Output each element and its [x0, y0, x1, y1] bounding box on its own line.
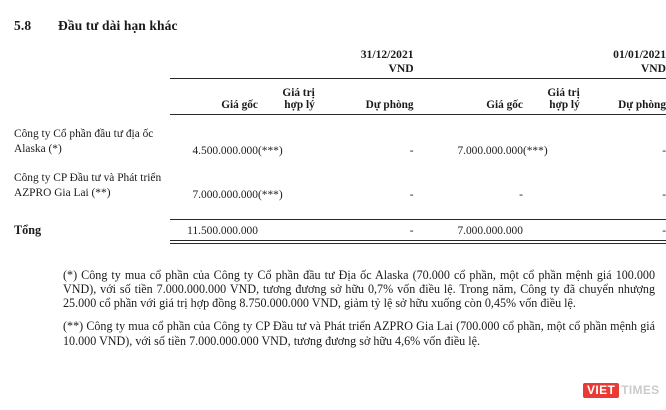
period-currency-row: [14, 62, 666, 78]
header-fairvalue-current-line1: Giá trị: [282, 87, 315, 99]
watermark-brand-mark: VIET: [583, 383, 619, 398]
column-header-row-bottom: [14, 99, 666, 114]
row-fairvalue-previous: [523, 159, 580, 203]
header-fairvalue-previous-line1: Giá trị: [547, 87, 580, 99]
currency-previous: VND: [640, 62, 666, 75]
spacer-cell: [14, 62, 170, 78]
footnote-2: (**) Công ty mua cổ phần của Công ty CP Đầu tư và Phát triển AZPRO Gia Lai (700.000 cổ phần, một cổ phần mệnh giá 10.000 VND), với số tiền 7.000.000.000 VND, tương đương sở hữu 4,6% vốn điều lệ.: [63, 319, 655, 348]
total-provision-current: -: [409, 225, 414, 238]
period-date-previous: 01/01/2021: [613, 48, 666, 61]
row-fairvalue-current: (***): [257, 144, 283, 157]
rule-segment: [170, 241, 666, 244]
row-fairvalue-previous: (***): [522, 144, 548, 157]
total-fairvalue-current: [258, 220, 315, 241]
row-cost-previous: 7.000.000.000: [457, 144, 523, 157]
period-date-row: [14, 48, 666, 62]
spacer-cell: [414, 48, 435, 62]
spacer-cell: [414, 79, 435, 100]
row-cost-current: 4.500.000.000: [192, 144, 258, 157]
watermark-brand-text: TIMES: [621, 383, 660, 397]
spacer-cell: [14, 79, 170, 100]
header-fairvalue-current-line2: hợp lý: [284, 99, 315, 111]
total-fairvalue-previous: [523, 220, 580, 241]
row-cost-current: 7.000.000.000: [192, 188, 258, 201]
total-spacer: [14, 203, 666, 220]
total-cost-current: 11.500.000.000: [187, 225, 258, 238]
total-cost-previous: 7.000.000.000: [457, 225, 523, 238]
spacer-cell: [14, 48, 170, 62]
section-number: 5.8: [14, 18, 32, 33]
row-fairvalue-current: (***): [257, 188, 283, 201]
spacer-cell: [414, 62, 435, 78]
header-cost-current-blank: [170, 79, 258, 100]
row-entity-name: Công ty Cổ phần đầu tư địa ốc Alaska (*): [14, 127, 154, 155]
header-cost-current: Giá gốc: [221, 99, 258, 111]
spacer-cell: [414, 99, 435, 114]
header-fairvalue-previous-line2: hợp lý: [549, 99, 580, 111]
currency-current: VND: [388, 62, 414, 75]
header-provision-current: Dự phòng: [365, 99, 414, 111]
spacer-cell: [414, 159, 435, 203]
spacer-cell: [14, 241, 170, 244]
spacer-cell: [315, 79, 414, 100]
footnote-1: (*) Công ty mua cổ phần của Công ty Cổ phần đầu tư Địa ốc Alaska (70.000 cổ phần, một cổ phần mệnh giá 100.000 VND), với số tiền 7.000.000.000 VND, tương đương sở hữu 0,7% vốn điều lệ. Trong năm, Công ty đã chuyển nhượng 25.000 cổ phần với giá trị hợp đồng 8.750.000.000 VND, giảm tỷ lệ sở hữu xuống còn 0,45% vốn điều lệ.: [63, 268, 655, 311]
spacer-cell: [14, 203, 666, 220]
row-provision-current: -: [409, 188, 414, 201]
header-provision-previous: Dự phòng: [618, 99, 666, 111]
viettimes-watermark: [583, 383, 659, 398]
spacer-cell: [14, 99, 170, 114]
spacer-cell: [414, 115, 435, 159]
section-heading: [14, 18, 654, 34]
spacer-cell: [414, 220, 435, 241]
row-entity-name: Công ty CP Đầu tư và Phát triển AZPRO Gia Lai (**): [14, 171, 162, 199]
header-cost-previous-blank: [435, 79, 523, 100]
row-provision-previous: -: [662, 144, 666, 157]
table-row: [14, 159, 666, 203]
table-row: [14, 115, 666, 159]
row-provision-current: -: [409, 144, 414, 157]
section-title: Đầu tư dài hạn khác: [58, 18, 178, 33]
period-date-current: 31/12/2021: [360, 48, 414, 61]
row-cost-previous: -: [519, 188, 523, 201]
column-header-row-top: [14, 79, 666, 100]
row-provision-previous: -: [662, 188, 666, 201]
total-rule-bottom: [14, 241, 666, 244]
spacer-cell: [580, 79, 666, 100]
total-provision-previous: -: [662, 225, 666, 238]
total-row: [14, 220, 666, 241]
footnotes: [63, 268, 655, 357]
header-cost-previous: Giá gốc: [486, 99, 523, 111]
long-term-investments-table: [14, 48, 666, 244]
total-label: Tổng: [14, 222, 42, 237]
